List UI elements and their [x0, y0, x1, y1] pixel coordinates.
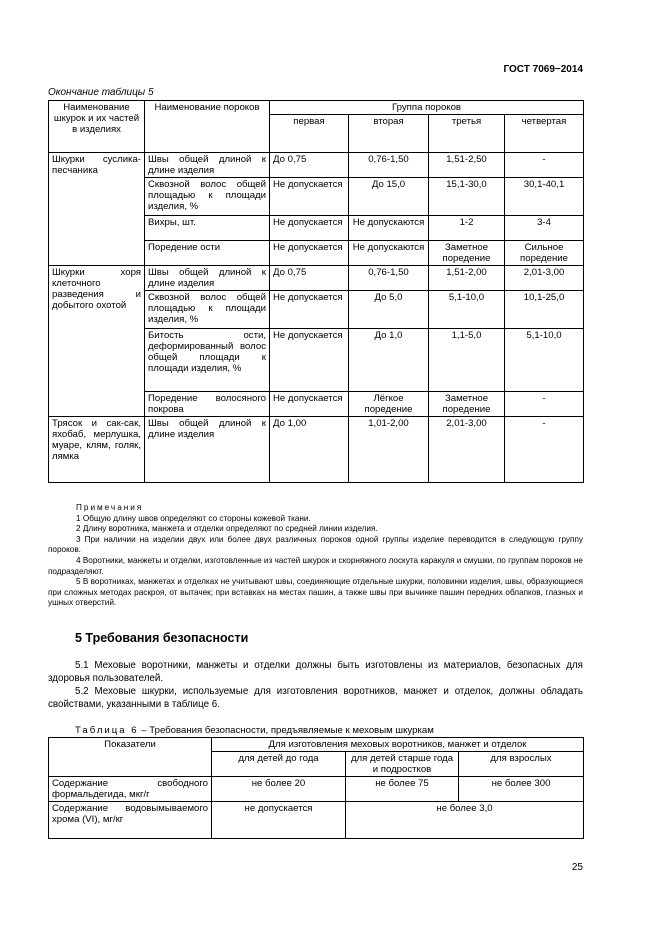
- group4-cell: -: [505, 153, 584, 178]
- defect-cell: Швы общей длиной к длине изделия: [145, 417, 270, 483]
- group4-cell: Сильное поредение: [505, 241, 584, 266]
- paragraph-5-1: [48, 659, 583, 685]
- group4-cell: -: [505, 392, 584, 417]
- col-header-group-4: четвертая: [505, 115, 584, 153]
- group3-cell: 1,1-5,0: [429, 329, 505, 392]
- group2-cell: Не допускаются: [349, 241, 429, 266]
- defect-cell: Поредение волосяного покрова: [145, 392, 270, 417]
- table-row: [49, 802, 584, 839]
- value-cell: не более 3,0: [346, 802, 584, 839]
- table6-caption-label: Таблица 6: [75, 725, 139, 736]
- notes-title: Примечания: [76, 503, 144, 512]
- group1-cell: Не допускается: [270, 329, 349, 392]
- group3-cell: Заметное поредение: [429, 241, 505, 266]
- group1-cell: Не допускается: [270, 241, 349, 266]
- paragraph-5-2: [48, 685, 583, 711]
- value-cell: не более 20: [212, 777, 346, 802]
- col-header-defect: Наименование пороков: [145, 101, 270, 153]
- table-row: [49, 417, 584, 483]
- indicator-cell: Содержание водовымываемого хрома (VI), мг/кг: [49, 802, 212, 839]
- indicator-cell: Содержание свободного формальдегида, мкг/г: [49, 777, 212, 802]
- group2-cell: Не допускаются: [349, 216, 429, 241]
- group1-cell: Не допускается: [270, 216, 349, 241]
- defect-cell: Швы общей длиной к длине изделия: [145, 153, 270, 178]
- group4-cell: 30,1-40,1: [505, 178, 584, 216]
- document-code: ГОСТ 7069−2014: [503, 64, 583, 75]
- group3-cell: 1-2: [429, 216, 505, 241]
- pelt-cell: Шкурки суслика-песчаника: [49, 153, 145, 266]
- group2-cell: До 1,0: [349, 329, 429, 392]
- defect-cell: Швы общей длиной к длине изделия: [145, 266, 270, 291]
- table6-caption-text: – Требования безопасности, предъявляемые к меховым шкуркам: [138, 725, 434, 736]
- table-5: [48, 100, 584, 483]
- group1-cell: Не допускается: [270, 392, 349, 417]
- table-row: [49, 266, 584, 291]
- section-title: 5 Требования безопасности: [75, 631, 249, 645]
- group3-cell: 5,1-10,0: [429, 291, 505, 329]
- paragraph-text: 5.2 Меховые шкурки, используемые для изготовления воротников, манжет и отделок, должны обладать свойствами, указанными в таблице 6.: [48, 686, 583, 710]
- col-header-group: Для изготовления меховых воротников, манжет и отделок: [212, 738, 584, 752]
- group4-cell: 3-4: [505, 216, 584, 241]
- group3-cell: 2,01-3,00: [429, 417, 505, 483]
- paragraph-text: 5.1 Меховые воротники, манжеты и отделки должны быть изготовлены из материалов, безопасных для здоровья пользователей.: [48, 660, 583, 684]
- col-header-group: Группа пороков: [270, 101, 584, 115]
- defect-cell: Битость ости, деформированный волос общей площади к площади изделия, %: [145, 329, 270, 392]
- group1-cell: До 0,75: [270, 266, 349, 291]
- group1-cell: До 0,75: [270, 153, 349, 178]
- group2-cell: Лёгкое поредение: [349, 392, 429, 417]
- group1-cell: Не допускается: [270, 178, 349, 216]
- note-item: 1 Общую длину швов определяют со стороны кожевой ткани.: [76, 513, 311, 523]
- table-6: [48, 737, 584, 839]
- col-header-group-1: первая: [270, 115, 349, 153]
- pelt-cell: Трясок и сак-сак, яхобаб, мерлушка, муаре, клям, голяк, лямка: [49, 417, 145, 483]
- defect-cell: Поредение ости: [145, 241, 270, 266]
- group2-cell: До 15,0: [349, 178, 429, 216]
- table-row: [49, 153, 584, 178]
- group3-cell: 1,51-2,00: [429, 266, 505, 291]
- pelt-cell: Шкурки хоря клеточного разведения и добытого охотой: [49, 266, 145, 417]
- group1-cell: Не допускается: [270, 291, 349, 329]
- col-header-adults: для взрослых: [459, 752, 584, 777]
- col-header-infant: для детей до года: [212, 752, 346, 777]
- note-item: 2 Длину воротника, манжета и отделки определяют по средней линии изделия.: [76, 524, 378, 534]
- group2-cell: До 5,0: [349, 291, 429, 329]
- group2-cell: 1,01-2,00: [349, 417, 429, 483]
- note-item: 4 Воротники, манжеты и отделки, изготовленные из частей шкурок и скорняжного лоскута каракуля и смушки, по группам пороков не подразделяют.: [48, 555, 583, 576]
- table5-caption: Окончание таблицы 5: [48, 87, 154, 98]
- group2-cell: 0,76-1,50: [349, 266, 429, 291]
- table-row: [49, 777, 584, 802]
- group3-cell: 1,51-2,50: [429, 153, 505, 178]
- defect-cell: Сквозной волос общей площадью к площади изделия, %: [145, 291, 270, 329]
- group4-cell: 5,1-10,0: [505, 329, 584, 392]
- group1-cell: До 1,00: [270, 417, 349, 483]
- value-cell: не более 75: [346, 777, 459, 802]
- col-header-group-3: третья: [429, 115, 505, 153]
- group4-cell: 2,01-3,00: [505, 266, 584, 291]
- note-item: 5 В воротниках, манжетах и отделках не учитывают швы, соединяющие отдельные шкурки, половинки изделия, швы, образующиеся при сложных методах раскроя, от вытачек; при вставках на местах пашин, а также швы при вычинке пашин передних облапков, глазных и ушных отверстий.: [48, 577, 583, 608]
- col-header-pelt: Наименование шкурок и их частей в изделиях: [49, 101, 145, 153]
- table6-caption: [75, 725, 434, 736]
- group2-cell: 0,76-1,50: [349, 153, 429, 178]
- col-header-group-2: вторая: [349, 115, 429, 153]
- group3-cell: 15,1-30,0: [429, 178, 505, 216]
- group4-cell: -: [505, 417, 584, 483]
- value-cell: не более 300: [459, 777, 584, 802]
- group4-cell: 10,1-25,0: [505, 291, 584, 329]
- group3-cell: Заметное поредение: [429, 392, 505, 417]
- col-header-indicator: Показатели: [49, 738, 212, 777]
- page-number: 25: [571, 862, 583, 873]
- note-item: 3 При наличии на изделии двух или более двух различных пороков одной группы изделие переводится в следующую группу пороков.: [48, 534, 583, 555]
- defect-cell: Вихры, шт.: [145, 216, 270, 241]
- col-header-children: для детей старше года и подростков: [346, 752, 459, 777]
- defect-cell: Сквозной волос общей площадью к площади изделия, %: [145, 178, 270, 216]
- value-cell: не допускается: [212, 802, 346, 839]
- notes: [48, 503, 583, 609]
